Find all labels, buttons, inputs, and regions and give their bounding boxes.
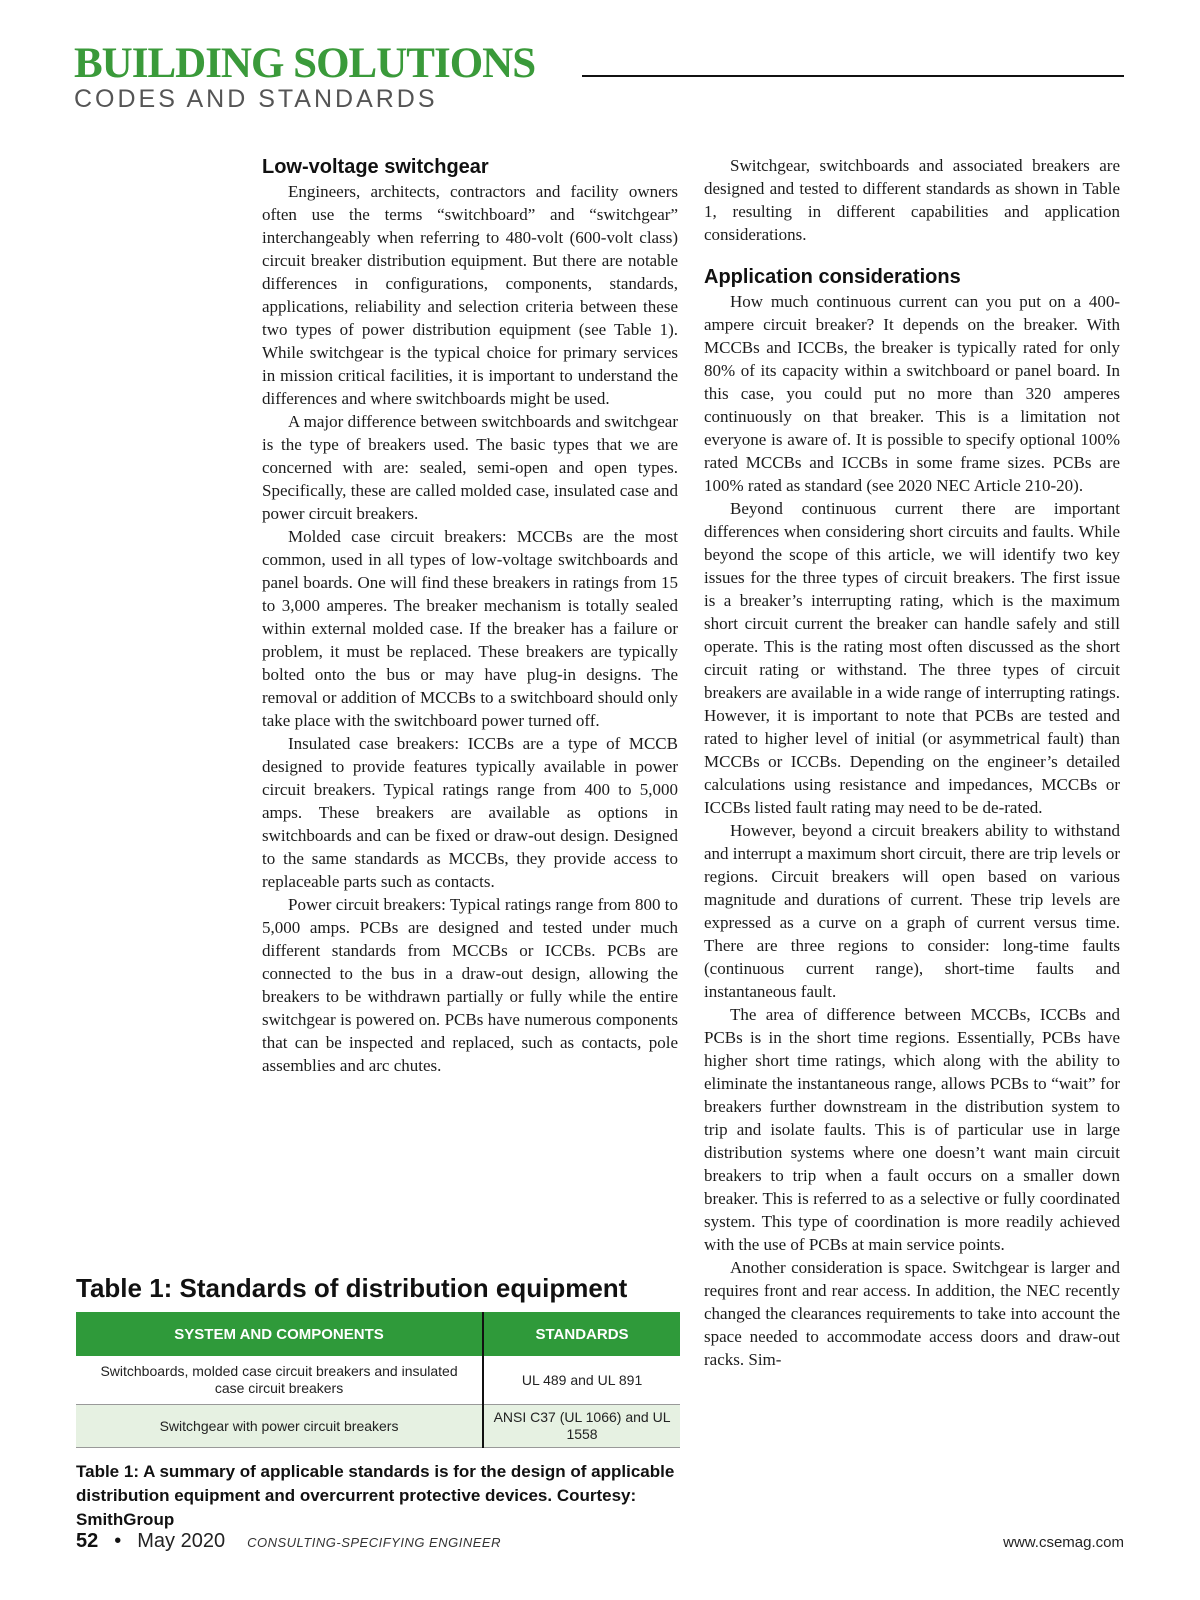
- table-cell: ANSI C37 (UL 1066) and UL 1558: [483, 1405, 680, 1448]
- body-paragraph: Beyond continuous current there are important differences when considering short circuits and faults. While beyond the scope of this article, we will identify two key issues for the three types of circuit breakers. The first issue is a breaker’s interrupting rating, which is the maximum short circuit current the breaker can handle safely and still operate. This is the rating most often discussed as the short circuit rating or withstand. The three types of circuit breakers are available in a wide range of interrupting ratings. However, it is important to note that PCBs are tested and rated to higher level of initial (or asymmetrical fault) than MCCBs or ICCBs. Depending on the engineer’s detailed calculations using resistance and impedances, MCCBs or ICCBs listed fault rating may need to be de-rated.: [704, 499, 1120, 817]
- table-header-row: [76, 1312, 680, 1356]
- website-link[interactable]: www.csemag.com: [1003, 1534, 1124, 1551]
- body-paragraph: A major difference between switchboards and switchgear is the type of breakers used. The basic types that we are concerned with are: sealed, semi-open and open types. Specifically, these are called molded case, insulated case and power circuit breakers.: [262, 412, 678, 523]
- header-rule: [582, 75, 1124, 77]
- table-cell: UL 489 and UL 891: [483, 1356, 680, 1405]
- table-block: [76, 1272, 680, 1532]
- column-header: SYSTEM AND COMPONENTS: [76, 1312, 483, 1356]
- standards-table: [76, 1312, 680, 1448]
- footer-separator: •: [114, 1530, 122, 1552]
- section-subtitle: CODES AND STANDARDS: [74, 85, 438, 113]
- magazine-name: CONSULTING-SPECIFYING ENGINEER: [247, 1535, 501, 1550]
- table-cell: Switchgear with power circuit breakers: [76, 1405, 483, 1448]
- body-paragraph: Engineers, architects, contractors and facility owners often use the terms “switchboard” and “switchgear” interchangeably when referring to 480-volt (600-volt class) circuit breaker distribution equipment. But there are notable differences in configurations, components, standards, applications, reliability and selection criteria between these two types of power distribution equipment (see Table 1). While switchgear is the typical choice for primary services in mission critical facilities, it is important to understand the differences and where switchboards might be used.: [262, 182, 678, 408]
- heading-application-considerations: Application considerations: [704, 266, 961, 288]
- column-header: STANDARDS: [483, 1312, 680, 1356]
- heading-low-voltage-switchgear: Low-voltage switchgear: [262, 156, 489, 178]
- body-paragraph: Power circuit breakers: Typical ratings range from 800 to 5,000 amps. PCBs are designed and tested under much different standards from MCCBs or ICCBs. PCBs are connected to the bus in a draw-out design, allowing the breakers to be withdrawn partially or fully while the entire switchgear is powered on. PCBs have numerous components that can be inspected and replaced, such as contacts, pole assemblies and arc chutes.: [262, 895, 678, 1075]
- page-header: [74, 40, 1124, 113]
- table-cell: Switchboards, molded case circuit breakers and insulated case circuit breakers: [76, 1356, 483, 1405]
- issue-date: May 2020: [137, 1530, 226, 1552]
- left-column: [262, 154, 678, 1077]
- table-caption: Table 1: A summary of applicable standards is for the design of applicable distribution equipment and overcurrent protective devices. Courtesy: SmithGroup: [76, 1462, 675, 1529]
- body-paragraph: How much continuous current can you put on a 400-ampere circuit breaker? It depends on the breaker. With MCCBs and ICCBs, the breaker is typically rated for only 80% of its capacity within a switchboard or panel board. In this case, you could put no more than 320 amperes continuously on that breaker. This is a limitation not everyone is aware of. It is possible to specify optional 100% rated MCCBs and ICCBs in some frame sizes. PCBs are 100% rated as standard (see 2020 NEC Article 210-20).: [704, 292, 1120, 495]
- table-title: Table 1: Standards of distribution equipment: [76, 1273, 628, 1303]
- body-paragraph: The area of difference between MCCBs, ICCBs and PCBs is in the short time regions. Essentially, PCBs have higher short time ratings, which along with the ability to eliminate the instantaneous range, allows PCBs to “wait” for breakers further downstream in the distribution system to trip and isolate faults. This is of particular use in large distribution systems where one doesn’t want main circuit breakers to trip when a fault occurs on a smaller down breaker. This is referred to as a selective or fully coordinated system. This type of coordination is more readily achieved with the use of PCBs at main service points.: [704, 1005, 1120, 1254]
- body-paragraph: Another consideration is space. Switchgear is larger and requires front and rear access. In addition, the NEC recently changed the clearances requirements to take into account the space needed to accommodate access doors and draw-out racks. Sim-: [704, 1258, 1120, 1369]
- intro-paragraph: Switchgear, switchboards and associated breakers are designed and tested to different standards as shown in Table 1, resulting in different capabilities and application considerations.: [704, 156, 1120, 244]
- body-paragraph: Insulated case breakers: ICCBs are a type of MCCB designed to provide features typically available in power circuit breakers. Typical ratings range from 400 to 5,000 amps. These breakers are available as options in switchboards and can be fixed or draw-out design. Designed to the same standards as MCCBs, they provide access to replaceable parts such as contacts.: [262, 734, 678, 891]
- table-row: [76, 1405, 680, 1448]
- body-paragraph: However, beyond a circuit breakers ability to withstand and interrupt a maximum short circuit, there are trip levels or regions. Circuit breakers will open based on various magnitude and durations of current. These trip levels are expressed as a curve on a graph of current versus time. There are three regions to consider: long-time faults (continuous current range), short-time faults and instantaneous fault.: [704, 821, 1120, 1001]
- body-paragraph: Molded case circuit breakers: MCCBs are the most common, used in all types of low-voltage switchboards and panel boards. One will find these breakers in ratings from 15 to 3,000 amperes. The breaker mechanism is totally sealed within external molded case. If the breaker has a failure or problem, it must be replaced. These breakers are typically bolted onto the bus or may have plug-in designs. The removal or addition of MCCBs to a switchboard should only take place with the switchboard power turned off.: [262, 527, 678, 730]
- page-number: 52: [76, 1530, 99, 1552]
- table-row: [76, 1356, 680, 1405]
- section-title: BUILDING SOLUTIONS: [74, 40, 536, 87]
- right-column: [704, 154, 1120, 1371]
- page-footer: [76, 1530, 1124, 1556]
